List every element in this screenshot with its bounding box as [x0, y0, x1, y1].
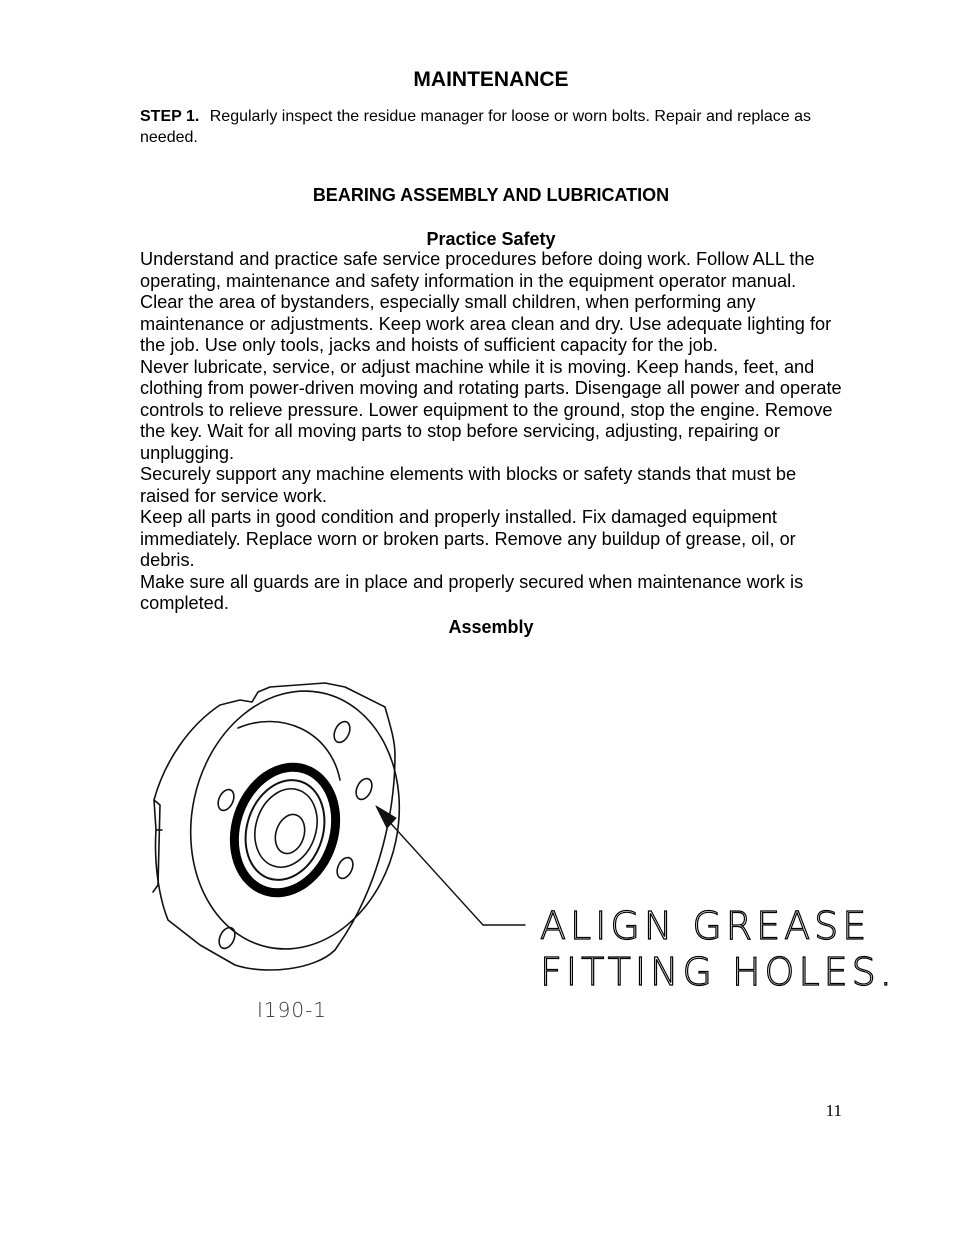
page-number: 11	[825, 1101, 842, 1120]
page-title: MAINTENANCE	[413, 68, 569, 91]
safety-paragraph: Never lubricate, service, or adjust machine while it is moving. Keep hands, feet, and clothing from power-driven moving and rotating parts. Disengage all power and operate controls to relieve pressure. Lower equipment to the ground, stop the engine. Remove the key. Wait for all moving parts to stop before servicing, adjusting, repairing or unplugging.	[140, 356, 842, 463]
callout-line: FITTING HOLES.	[540, 950, 896, 994]
safety-paragraph: Keep all parts in good condition and properly installed. Fix damaged equipment immediately. Replace worn or broken parts. Remove any buildup of grease, oil, or debris.	[140, 507, 796, 570]
housing-step	[153, 800, 160, 892]
safety-paragraph: Understand and practice safe service procedures before doing work. Follow ALL the operating, maintenance and safety information in the equipment operator manual. Clear the area of bystanders, especially small children, when performing any maintenance or adjustments. Keep work area clean and dry. Use adequate lighting for the job. Use only tools, jacks and hoists of sufficient capacity for the job.	[140, 249, 832, 355]
callout-text	[540, 903, 896, 995]
bore	[271, 811, 310, 858]
step-1-label: STEP 1.	[140, 108, 200, 125]
figure-label: I190-1	[257, 998, 328, 1022]
step-1	[140, 107, 842, 148]
safety-paragraph: Make sure all guards are in place and properly secured when maintenance work is completed.	[140, 571, 804, 613]
arrow-head	[376, 806, 396, 828]
bolt-hole	[334, 855, 356, 881]
leader-line	[385, 817, 525, 925]
bearing-section-heading: BEARING ASSEMBLY AND LUBRICATION	[312, 185, 670, 205]
callout-line: ALIGN GREASE	[540, 904, 871, 948]
bolt-hole	[331, 719, 353, 745]
grease-fitting-hole	[353, 776, 375, 802]
bolt-hole	[216, 925, 238, 951]
step-1-text: Regularly inspect the residue manager for loose or worn bolts. Repair and replace as needed.	[140, 108, 811, 146]
bolt-hole	[215, 787, 237, 813]
practice-safety-heading: Practice Safety	[426, 229, 556, 249]
safety-text	[140, 249, 842, 615]
assembly-heading: Assembly	[448, 617, 534, 637]
safety-paragraph: Securely support any machine elements with blocks or safety stands that must be raised for service work.	[140, 464, 797, 506]
seal-ring	[219, 754, 352, 906]
